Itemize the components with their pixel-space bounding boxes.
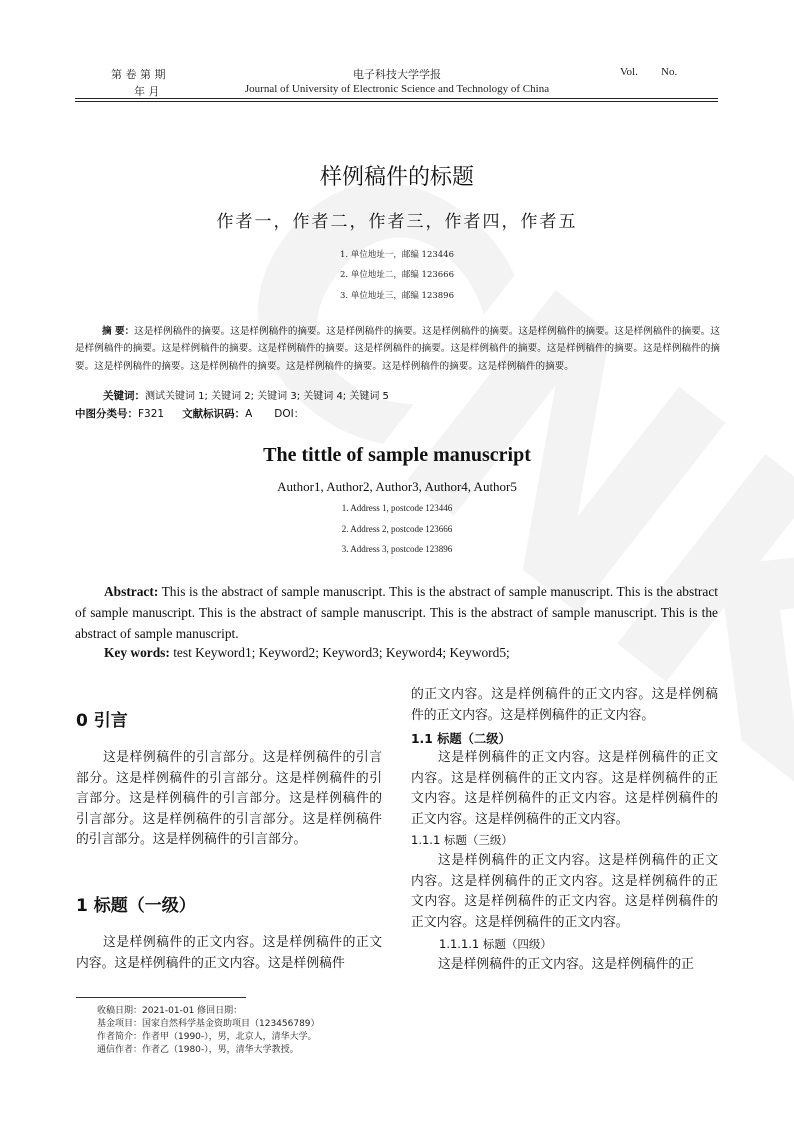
footnote-received: 收稿日期：2021-01-01 修回日期： [97,1006,243,1016]
address-en-3: 3. Address 3, postcode 123896 [341,544,453,554]
subsection-1-1-1-1-title: 1.1.1.1 标题（四级） [439,937,552,951]
journal-name-en: Journal of University of Electronic Science and Technology of China [244,83,550,95]
header-vol: Vol. [620,66,638,78]
section-1-title: 1 标题（一级） [76,896,196,916]
abstract-cn [75,323,720,375]
classification-line [75,406,304,421]
abstract-cn-label: 摘 要： [102,326,135,337]
abstract-en-label: Abstract: [104,584,159,599]
keywords-cn [103,387,389,403]
title-cn: 样例稿件的标题 [319,165,474,190]
clc-label: 中图分类号： [75,408,138,420]
doc-code-label: 文献标识码： [182,408,246,420]
section-0-title: 0 引言 [76,711,128,731]
clc-value: F321 [138,408,165,420]
keywords-cn-text: 测试关键词 1; 关键词 2; 关键词 3; 关键词 4; 关键词 5 [145,391,389,402]
section-0-text: 这是样例稿件的引言部分。这是样例稿件的引言部分。这是样例稿件的引言部分。这是样例稿件的引言部分。这是样例稿件的引言部分。这是样例稿件的引言部分。这是样例稿件的引言部分。这是样例稿件的引言部分。这是样例稿件的引言部分。 [76,750,382,848]
subsection-1-1-title: 1.1 标题（二级） [411,732,511,746]
subsection-1-1-text: 这是样例稿件的正文内容。这是样例稿件的正文内容。这是样例稿件的正文内容。这是样例稿件的正文内容。这是样例稿件的正文内容。这是样例稿件的正文内容。这是样例稿件的正文内容。 [411,750,718,827]
address-cn-3: 3. 单位地址三，邮编 123896 [340,291,454,301]
header-no: No. [661,66,678,78]
address-en-1: 1. Address 1, postcode 123446 [341,503,453,513]
footnote-author-bio: 作者简介：作者甲（1990-），男，北京人，清华大学。 [97,1032,317,1042]
footnote-rule [76,997,246,998]
footnote-funding: 基金项目：国家自然科学基金资助项目（123456789） [97,1019,320,1029]
keywords-en-label: Key words: [104,645,170,660]
subsection-1-1-1-1-text: 这是样例稿件的正文内容。这是样例稿件的正 [438,957,694,972]
authors-en: Author1, Author2, Author3, Author4, Author5 [277,479,517,494]
address-cn-1: 1. 单位地址一，邮编 123446 [340,250,454,260]
doi-label: DOI： [274,408,305,420]
keywords-cn-label: 关键词： [103,390,145,402]
header-date-line: 年 月 [134,85,160,98]
keywords-en-text: test Keyword1; Keyword2; Keyword3; Keyword4; Keyword5; [169,645,510,660]
address-cn-2: 2. 单位地址二，邮编 123666 [340,270,454,280]
address-en-2: 2. Address 2, postcode 123666 [341,524,453,534]
authors-cn: 作者一，作者二，作者三，作者四，作者五 [216,212,578,232]
title-en: The tittle of sample manuscript [263,444,531,466]
footnote-corresponding: 通信作者：作者乙（1980-），男，清华大学教授。 [97,1045,299,1055]
journal-name-cn: 电子科技大学学报 [353,68,441,81]
header-issue-line: 第 卷 第 期 [111,68,166,81]
subsection-1-1-1-title: 1.1.1 标题（三级） [411,833,513,847]
right-column-continuation: 的正文内容。这是样例稿件的正文内容。这是样例稿件的正文内容。这是样例稿件的正文内容。 [411,687,718,723]
abstract-cn-text: 这是样例稿件的摘要。这是样例稿件的摘要。这是样例稿件的摘要。这是样例稿件的摘要。这是样例稿件的摘要。这是样例稿件的摘要。这是样例稿件的摘要。这是样例稿件的摘要。这是样例稿件的摘要。这是样例稿件的摘要。这是样例稿件的摘要。这是样例稿件的摘要。这是样例稿件的摘要。这是样例稿件的摘要。这是样例稿件的摘要。这是样例稿件的摘要。这是样例稿件的摘要。这是样例稿件的摘要。 [75,326,720,372]
section-1-text: 这是样例稿件的正文内容。这是样例稿件的正文内容。这是样例稿件的正文内容。这是样例稿件 [76,935,382,971]
keywords-en [104,645,510,661]
abstract-en-text: This is the abstract of sample manuscript. This is the abstract of sample manuscript. This is the abstract of sample manuscript. This is the abstract of sample manuscript. This is the abstract of sample manuscript. This is the abstract of sample manuscript. [75,584,718,641]
doc-code-value: A [245,408,253,420]
subsection-1-1-1-text: 这是样例稿件的正文内容。这是样例稿件的正文内容。这是样例稿件的正文内容。这是样例稿件的正文内容。这是样例稿件的正文内容。这是样例稿件的正文内容。这是样例稿件的正文内容。 [411,853,718,930]
abstract-en [75,581,718,644]
